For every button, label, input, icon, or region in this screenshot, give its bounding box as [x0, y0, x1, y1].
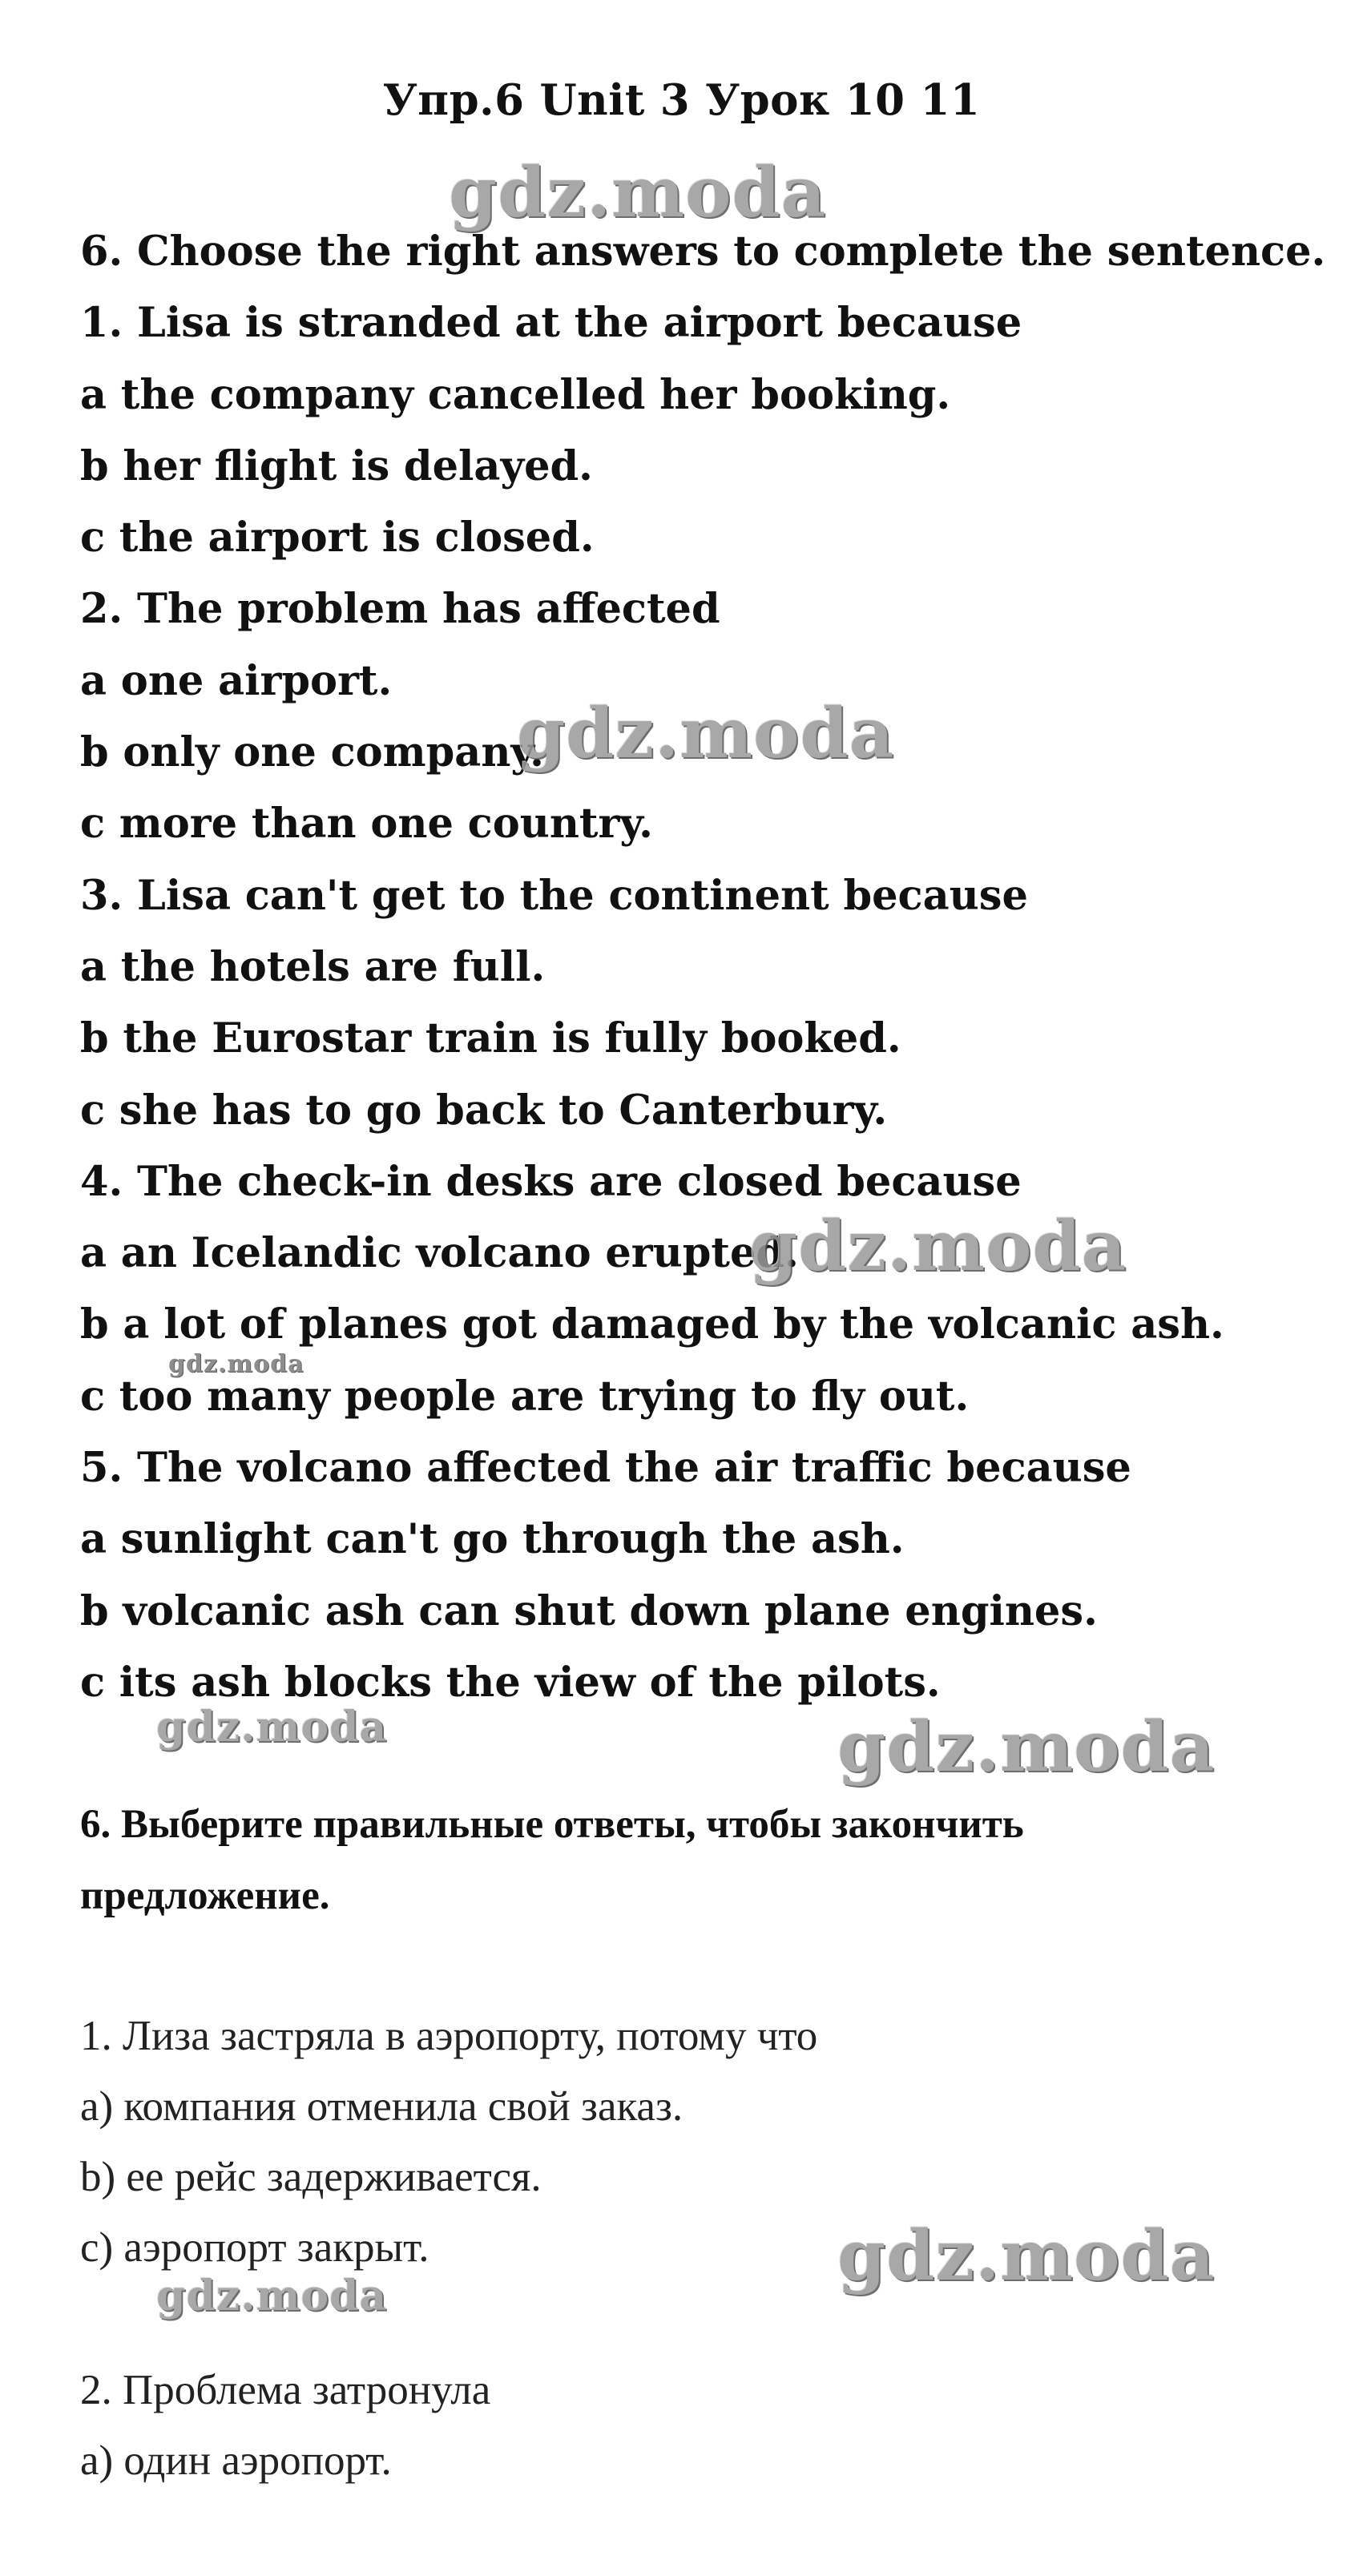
russian-answer-option: с) аэропорт закрыт. — [80, 2224, 429, 2271]
watermark: gdz.moda — [837, 1707, 1216, 1788]
answer-option: c the airport is closed. — [80, 514, 595, 562]
question-3: 3. Lisa can't get to the continent because — [80, 871, 1028, 920]
watermark: gdz.moda — [156, 1703, 388, 1752]
russian-instruction-line: предложение. — [80, 1873, 330, 1918]
answer-option: b the Eurostar train is fully booked. — [80, 1014, 901, 1063]
answer-option: a the hotels are full. — [80, 942, 546, 991]
answer-option: b a lot of planes got damaged by the volcanic ash. — [80, 1300, 1224, 1349]
answer-option: a an Icelandic volcano erupted. — [80, 1229, 799, 1278]
question-1: 1. Lisa is stranded at the airport because — [80, 299, 1022, 348]
answer-option: a the company cancelled her booking. — [80, 370, 951, 419]
answer-option: c she has to go back to Canterbury. — [80, 1086, 888, 1135]
watermark: gdz.moda — [837, 2215, 1216, 2296]
watermark: gdz.moda — [517, 693, 895, 774]
exercise-instruction: 6. Choose the right answers to complete the sentence. — [80, 228, 1326, 276]
russian-instruction — [80, 1789, 1314, 1932]
russian-question-2 — [80, 2355, 1282, 2496]
russian-answer-option: а) компания отменила свой заказ. — [80, 2083, 684, 2130]
watermark: gdz.moda — [449, 152, 827, 233]
watermark: gdz.moda — [156, 2272, 388, 2320]
watermark: gdz.moda — [749, 1206, 1127, 1287]
watermark: gdz.moda — [168, 1350, 304, 1378]
english-exercise — [80, 216, 1330, 1719]
russian-question: 1. Лиза застряла в аэропорту, потому что — [80, 2013, 818, 2059]
answer-option: b her flight is delayed. — [80, 441, 593, 490]
question-4: 4. The check-in desks are closed because — [80, 1157, 1022, 1206]
russian-instruction-line: 6. Выберите правильные ответы, чтобы закончить — [80, 1802, 1024, 1847]
answer-option: a sunlight can't go through the ash. — [80, 1515, 905, 1564]
page-title: Упр.6 Unit 3 Урок 10 11 — [382, 75, 981, 125]
question-5: 5. The volcano affected the air traffic because — [80, 1444, 1131, 1493]
answer-option: c too many people are trying to fly out. — [80, 1372, 970, 1421]
answer-option: c more than one country. — [80, 800, 653, 849]
answer-option: a one airport. — [80, 656, 393, 705]
russian-answer-option: b) ее рейс задерживается. — [80, 2154, 542, 2200]
answer-option: b only one company. — [80, 728, 544, 777]
russian-answer-option: а) один аэропорт. — [80, 2437, 392, 2484]
answer-option: b volcanic ash can shut down plane engines. — [80, 1586, 1098, 1635]
answer-option: c its ash blocks the view of the pilots. — [80, 1658, 941, 1707]
russian-question: 2. Проблема затронула — [80, 2367, 491, 2413]
question-2: 2. The problem has affected — [80, 585, 720, 634]
